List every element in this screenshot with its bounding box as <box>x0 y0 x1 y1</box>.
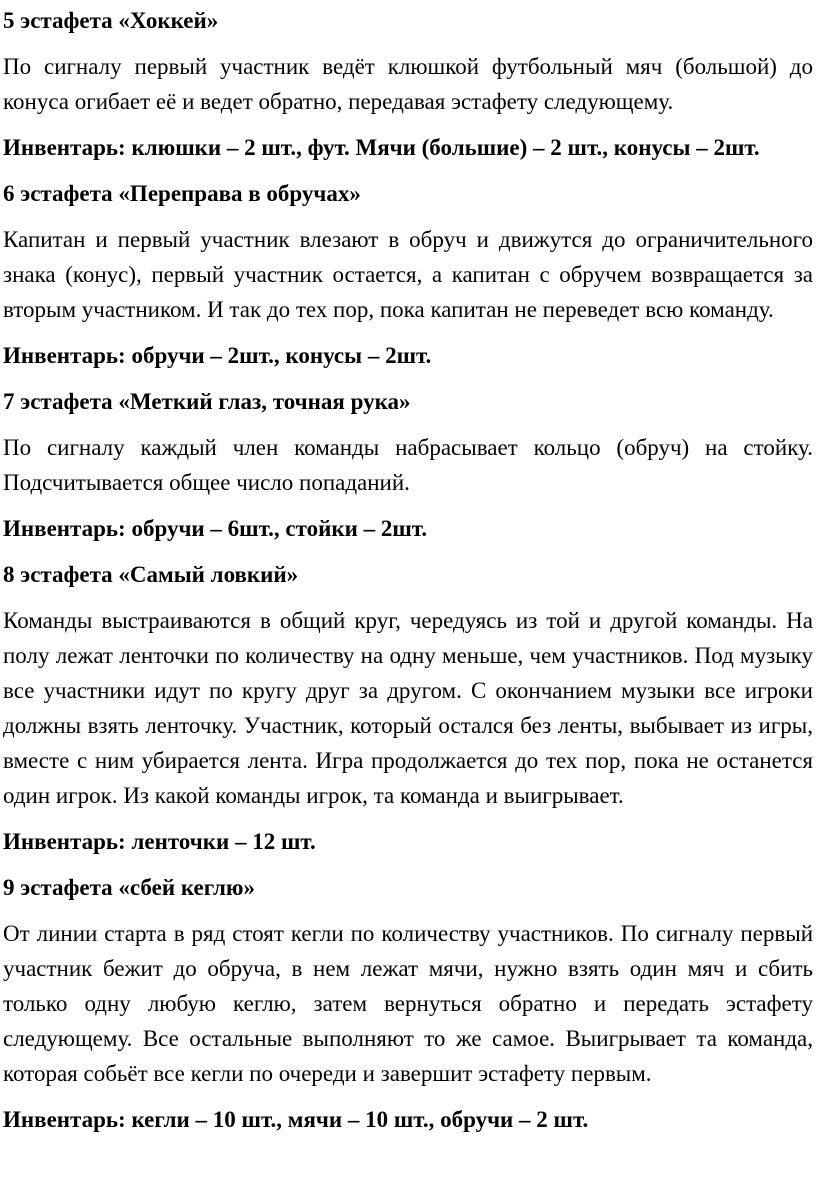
relay-section-6 <box>3 176 813 373</box>
inventory-line: Инвентарь: ленточки – 12 шт. <box>3 829 316 854</box>
relay-section-9 <box>3 870 813 1137</box>
section-description: По сигналу первый участник ведёт клюшкой футбольный мяч (большой) до конуса огибает её и ведет обратно, передавая эстафету следующему. <box>3 54 813 114</box>
inventory-line: Инвентарь: кегли – 10 шт., мячи – 10 шт., обручи – 2 шт. <box>3 1107 589 1132</box>
section-description: Капитан и первый участник влезают в обруч и движутся до ограничительного знака (конус), первый участник остается, а капитан с обручем возвращается за вторым участником. И так до тех пор, пока капитан не переведет всю команду. <box>3 227 813 322</box>
section-description: Команды выстраиваются в общий круг, чередуясь из той и другой команды. На полу лежат ленточки по количеству на одну меньше, чем участников. Под музыку все участники идут по кругу друг за другом. С окончанием музыки все игроки должны взять ленточку. Участник, который остался без ленты, выбывает из игры, вместе с ним убирается лента. Игра продолжается до тех пор, пока не останется один игрок. Из какой команды игрок, та команда и выигрывает. <box>3 608 813 808</box>
section-heading: 5 эстафета «Хоккей» <box>3 8 219 33</box>
inventory-line: Инвентарь: обручи – 6шт., стойки – 2шт. <box>3 516 428 541</box>
inventory-line: Инвентарь: клюшки – 2 шт., фут. Мячи (большие) – 2 шт., конусы – 2шт. <box>3 135 760 160</box>
section-heading: 7 эстафета «Меткий глаз, точная рука» <box>3 389 411 414</box>
relay-section-8 <box>3 557 813 859</box>
section-heading: 6 эстафета «Переправа в обручах» <box>3 181 361 206</box>
section-description: От линии старта в ряд стоят кегли по количеству участников. По сигналу первый участник бежит до обруча, в нем лежат мячи, нужно взять один мяч и сбить только одну любую кеглю, затем вернуться обратно и передать эстафету следующему. Все остальные выполняют то же самое. Выигрывает та команда, которая собьёт все кегли по очереди и завершит эстафету первым. <box>3 921 813 1086</box>
relay-section-7 <box>3 384 813 546</box>
relay-section-5 <box>3 3 813 165</box>
section-description: По сигналу каждый член команды набрасывает кольцо (обруч) на стойку. Подсчитывается общее число попаданий. <box>3 435 813 495</box>
section-heading: 9 эстафета «сбей кеглю» <box>3 875 255 900</box>
section-heading: 8 эстафета «Самый ловкий» <box>3 562 299 587</box>
inventory-line: Инвентарь: обручи – 2шт., конусы – 2шт. <box>3 343 432 368</box>
